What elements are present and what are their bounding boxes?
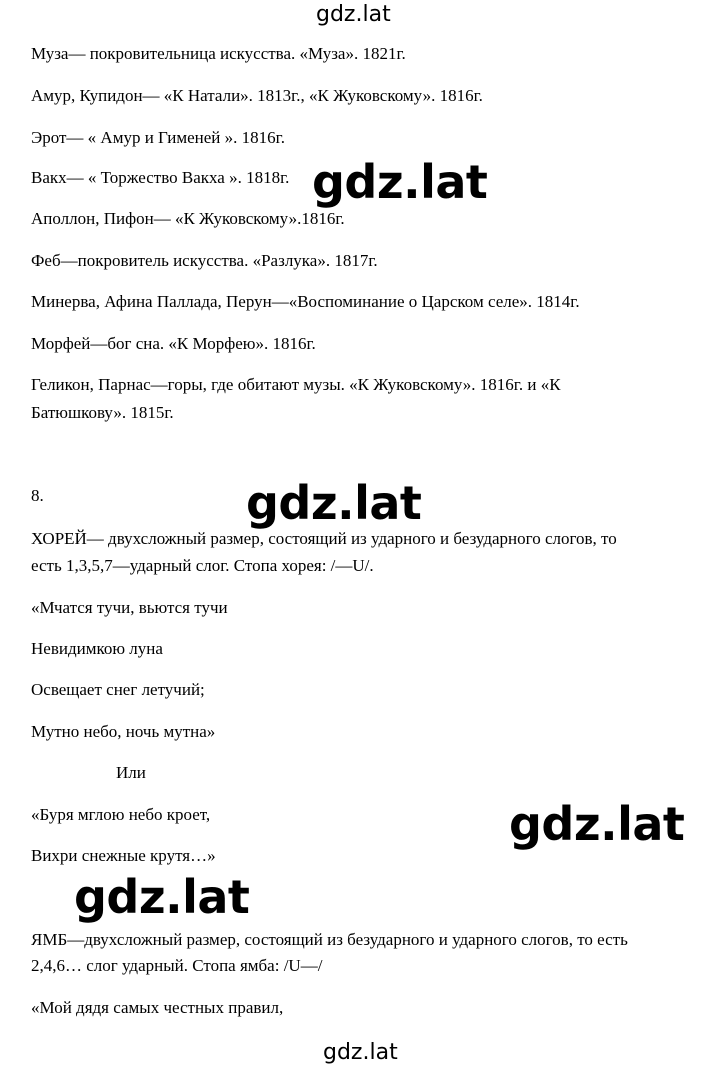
- text-line: Аполлон, Пифон— «К Жуковскому».1816г.: [31, 209, 345, 228]
- text-line: Минерва, Афина Паллада, Перун—«Воспоминание о Царском селе». 1814г.: [31, 292, 580, 311]
- text-line: Муза— покровительница искусства. «Муза». 1821г.: [31, 44, 406, 63]
- watermark: gdz.lat: [312, 155, 488, 209]
- watermark: gdz.lat: [74, 870, 250, 924]
- text-line: Батюшкову». 1815г.: [31, 403, 174, 422]
- section-number: 8.: [31, 486, 44, 505]
- text-line: Эрот— « Амур и Гименей ». 1816г.: [31, 128, 285, 147]
- text-line: 2,4,6… слог ударный. Стопа ямба: /U—/: [31, 956, 323, 975]
- poem-line: Освещает снег летучий;: [31, 680, 205, 699]
- poem-line: Невидимкою луна: [31, 639, 163, 658]
- text-line: ХОРЕЙ— двухсложный размер, состоящий из ударного и безударного слогов, то: [31, 529, 617, 548]
- text-line: Феб—покровитель искусства. «Разлука». 1817г.: [31, 251, 378, 270]
- poem-line: Мутно небо, ночь мутна»: [31, 722, 216, 741]
- text-line: Амур, Купидон— «К Натали». 1813г., «К Жуковскому». 1816г.: [31, 86, 483, 105]
- watermark-bottom: gdz.lat: [323, 1040, 398, 1065]
- poem-connector: Или: [116, 763, 146, 782]
- text-line: есть 1,3,5,7—ударный слог. Стопа хорея: /—U/.: [31, 556, 374, 575]
- text-line: Морфей—бог сна. «К Морфею». 1816г.: [31, 334, 316, 353]
- text-line: Вакх— « Торжество Вакха ». 1818г.: [31, 168, 290, 187]
- poem-line: «Мчатся тучи, вьются тучи: [31, 598, 228, 617]
- watermark-top: gdz.lat: [316, 2, 391, 27]
- poem-line: Вихри снежные крутя…»: [31, 846, 216, 865]
- poem-line: «Мой дядя самых честных правил,: [31, 998, 284, 1017]
- text-line: Геликон, Парнас—горы, где обитают музы. «К Жуковскому». 1816г. и «К: [31, 375, 561, 394]
- text-line: ЯМБ—двухсложный размер, состоящий из безударного и ударного слогов, то есть: [31, 930, 628, 949]
- watermark: gdz.lat: [246, 476, 422, 530]
- watermark: gdz.lat: [509, 797, 685, 851]
- poem-line: «Буря мглою небо кроет,: [31, 805, 211, 824]
